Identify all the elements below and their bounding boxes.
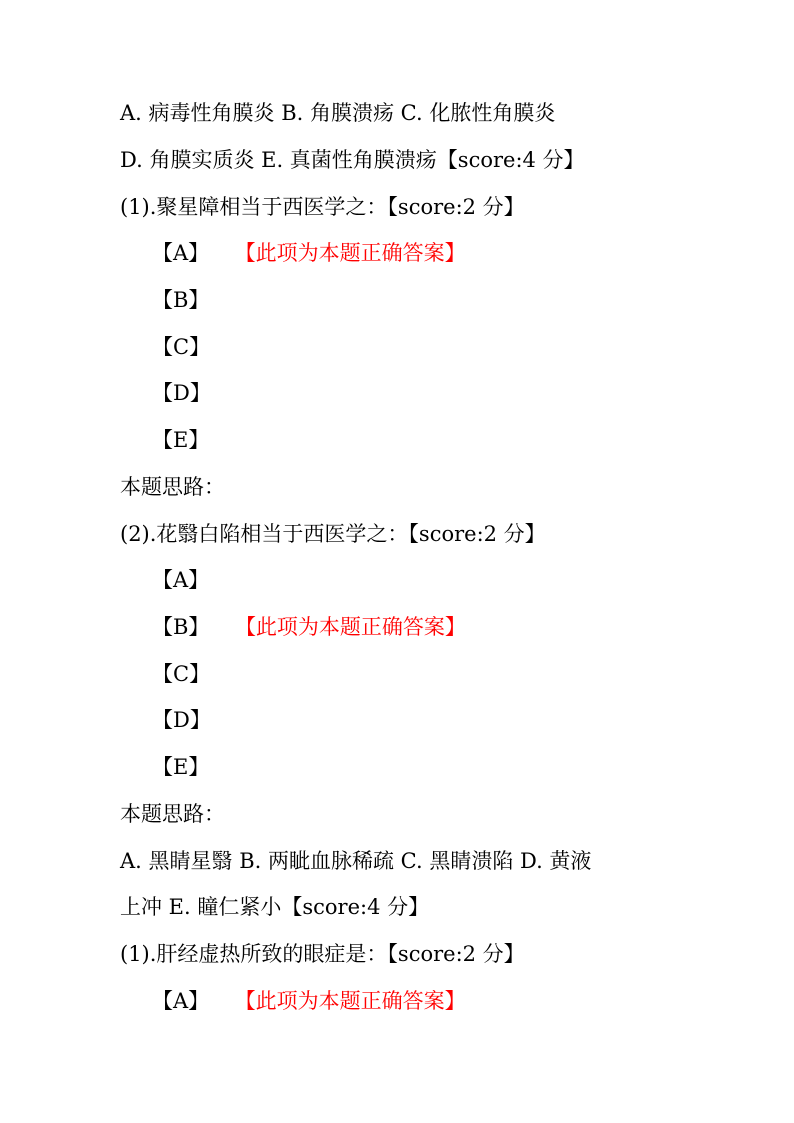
q2-sub1-option-a (152, 988, 466, 1014)
q1-sub1-option-b: 【B】 (152, 288, 210, 312)
q1-sub2-option-d: 【D】 (152, 708, 211, 732)
correct-answer-note: 【此项为本题正确答案】 (245, 615, 466, 639)
q1-sub2-option-c: 【C】 (152, 662, 211, 686)
q1-sub1-option-c: 【C】 (152, 335, 211, 359)
q1-sub2-option-a: 【A】 (152, 568, 210, 592)
correct-answer-note: 【此项为本题正确答案】 (245, 241, 466, 265)
q1-sub2-option-b (152, 614, 466, 640)
q1-sub1-question: (1).聚星障相当于西医学之：【score:2 分】 (120, 195, 525, 219)
option-label: 【B】 (152, 615, 210, 639)
q1-sub2-reasoning-label: 本题思路： (120, 802, 225, 826)
q1-sub1-option-e: 【E】 (152, 428, 210, 452)
q2-stem-line1: A. 黑睛星翳 B. 两眦血脉稀疏 C. 黑睛溃陷 D. 黄液 (120, 849, 592, 873)
q2-sub1-question: (1).肝经虚热所致的眼症是：【score:2 分】 (120, 942, 525, 966)
q2-stem-line2: 上冲 E. 瞳仁紧小【score:4 分】 (120, 895, 430, 919)
q1-sub1-option-a (152, 240, 466, 266)
q1-sub2-option-e: 【E】 (152, 755, 210, 779)
q1-sub1-option-d: 【D】 (152, 381, 211, 405)
q1-stem-line2: D. 角膜实质炎 E. 真菌性角膜溃疡【score:4 分】 (120, 148, 585, 172)
q1-stem-line1: A. 病毒性角膜炎 B. 角膜溃疡 C. 化脓性角膜炎 (120, 101, 556, 125)
option-label: 【A】 (152, 989, 210, 1013)
option-label: 【A】 (152, 241, 210, 265)
correct-answer-note: 【此项为本题正确答案】 (245, 989, 466, 1013)
q1-sub2-question: (2).花翳白陷相当于西医学之：【score:2 分】 (120, 522, 546, 546)
q1-sub1-reasoning-label: 本题思路： (120, 475, 225, 499)
